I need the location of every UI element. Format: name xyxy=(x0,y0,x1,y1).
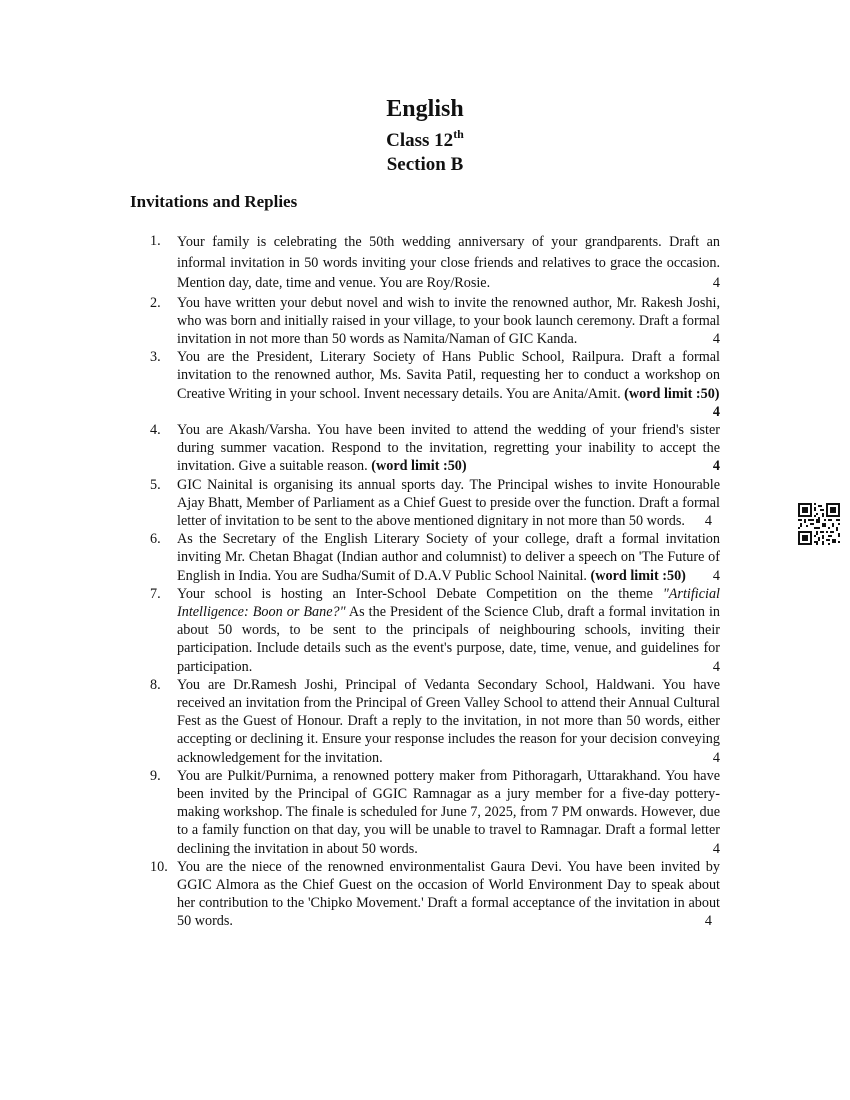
question-text: You are Akash/Varsha. You have been invited to attend the wedding of your friend's sister during summer vacation. Respond to the invitation, regretting your inability to accept the invitation. Give a suitable reason. (word limit :50) 4 xyxy=(177,421,720,475)
question-marks: 4 xyxy=(712,330,720,347)
question-item xyxy=(150,858,720,931)
question-marks: 4 xyxy=(712,749,720,766)
question-text: As the Secretary of the English Literary Society of your college, draft a formal invitation inviting Mr. Chetan Bhagat (Indian author and columnist) to deliver a speech on 'The Future of English in India. You are Sudha/Sumit of D.A.V Public School Nainital. (word limit :50) 4 xyxy=(177,531,720,584)
word-limit: (word limit :50) xyxy=(590,567,686,584)
question-number: 2. xyxy=(150,294,161,311)
question-marks: 4 xyxy=(704,913,712,930)
question-item xyxy=(150,421,720,476)
question-item xyxy=(150,232,720,294)
question-number: 4. xyxy=(150,421,161,438)
question-marks: 4 xyxy=(712,275,720,291)
question-marks: 4 xyxy=(712,658,720,675)
topic-heading: Invitations and Replies xyxy=(130,192,298,211)
question-text: You are the niece of the renowned environmentalist Gaura Devi. You have been invited by GGIC Almora as the Chief Guest on the occasion of World Environment Day to speak about her contribution to the 'Chipko Movement.' Draft a formal acceptance of the invitation in about 50 words. 4 xyxy=(177,858,720,930)
question-item xyxy=(150,294,720,349)
question-number: 7. xyxy=(150,585,161,602)
question-number: 3. xyxy=(150,349,161,366)
class-label: Class 12th xyxy=(386,127,464,151)
question-item xyxy=(150,767,720,858)
question-item xyxy=(150,676,720,767)
page-title: English xyxy=(386,96,464,122)
question-number: 5. xyxy=(150,476,161,493)
question-text: You are Dr.Ramesh Joshi, Principal of Vedanta Secondary School, Haldwani. You have received an invitation from the Principal of Green Valley School to attend their Annual Cultural Fest as the Guest of Honour. Draft a reply to the invitation, in not more than 50 words, either accepting or declining it. Ensure your response includes the reason for your decision conveying acknowledgement for the invitation. 4 xyxy=(177,676,720,766)
question-item xyxy=(150,348,720,421)
question-text: GIC Nainital is organising its annual sports day. The Principal wishes to invite Honourable Ajay Bhatt, Member of Parliament as a Chief Guest to preside over the function. Draft a formal letter of invitation to be sent to the above mentioned dignitary in not more than 50 words. 4 xyxy=(177,476,720,529)
question-number: 8. xyxy=(150,676,161,693)
qr-code-icon xyxy=(798,503,840,545)
question-text: You have written your debut novel and wish to invite the renowned author, Mr. Rakesh Joshi, who was born and initially raised in your village, to your book launch ceremony. Draft a formal invitation in not more than 50 words as Namita/Naman of GIC Kanda. 4 xyxy=(177,294,720,347)
question-text: You are the President, Literary Society of Hans Public School, Railpura. Draft a formal invitation to the renowned author, Ms. Savita Patil, requesting her to conduct a workshop on Creative Writing in your school. Invent necessary details. You are Anita/Amit. (word limit :50) 4 xyxy=(177,349,720,420)
question-marks: 4 xyxy=(704,512,712,529)
question-marks: 4 xyxy=(712,403,720,420)
question-marks: 4 xyxy=(712,840,720,857)
section-label: Section B xyxy=(386,154,464,175)
word-limit: (word limit :50) xyxy=(624,385,720,402)
question-text: Your school is hosting an Inter-School Debate Competition on the theme "Artificial Intelligence: Boon or Bane?" As the President of the Science Club, draft a formal invitation in about 50 words, to be sent to the principals of neighbouring schools, inviting their participation. Include details such as the event's purpose, date, time, venue, and guidelines for participation. 4 xyxy=(177,585,720,675)
question-list xyxy=(150,232,720,931)
question-text: You are Pulkit/Purnima, a renowned pottery maker from Pithoragarh, Uttarakhand. You have been invited by the Principal of GGIC Ramnagar as a jury member for a five-day pottery-making workshop. The finale is scheduled for June 7, 2025, from 7 PM onwards. However, due to a family function on that day, you will be unable to travel to Ramnagar. Draft a formal letter declining the invitation in about 50 words. 4 xyxy=(177,767,720,857)
question-number: 9. xyxy=(150,767,161,784)
question-marks: 4 xyxy=(712,458,720,475)
question-item xyxy=(150,585,720,676)
question-marks: 4 xyxy=(712,567,720,584)
word-limit: (word limit :50) xyxy=(371,458,467,475)
debate-theme: "Artificial Intelligence: Boon or Bane?" xyxy=(177,585,720,620)
question-number: 10. xyxy=(150,858,168,875)
question-number: 6. xyxy=(150,531,161,548)
question-number: 1. xyxy=(150,233,161,249)
question-item xyxy=(150,476,720,531)
question-text: Your family is celebrating the 50th wedding anniversary of your grandparents. Draft an informal invitation in 50 words inviting your close friends and relatives to grace the occasion. Mention day, date, time and venue. You are Roy/Rosie. 4 xyxy=(177,232,720,294)
question-item xyxy=(150,530,720,585)
